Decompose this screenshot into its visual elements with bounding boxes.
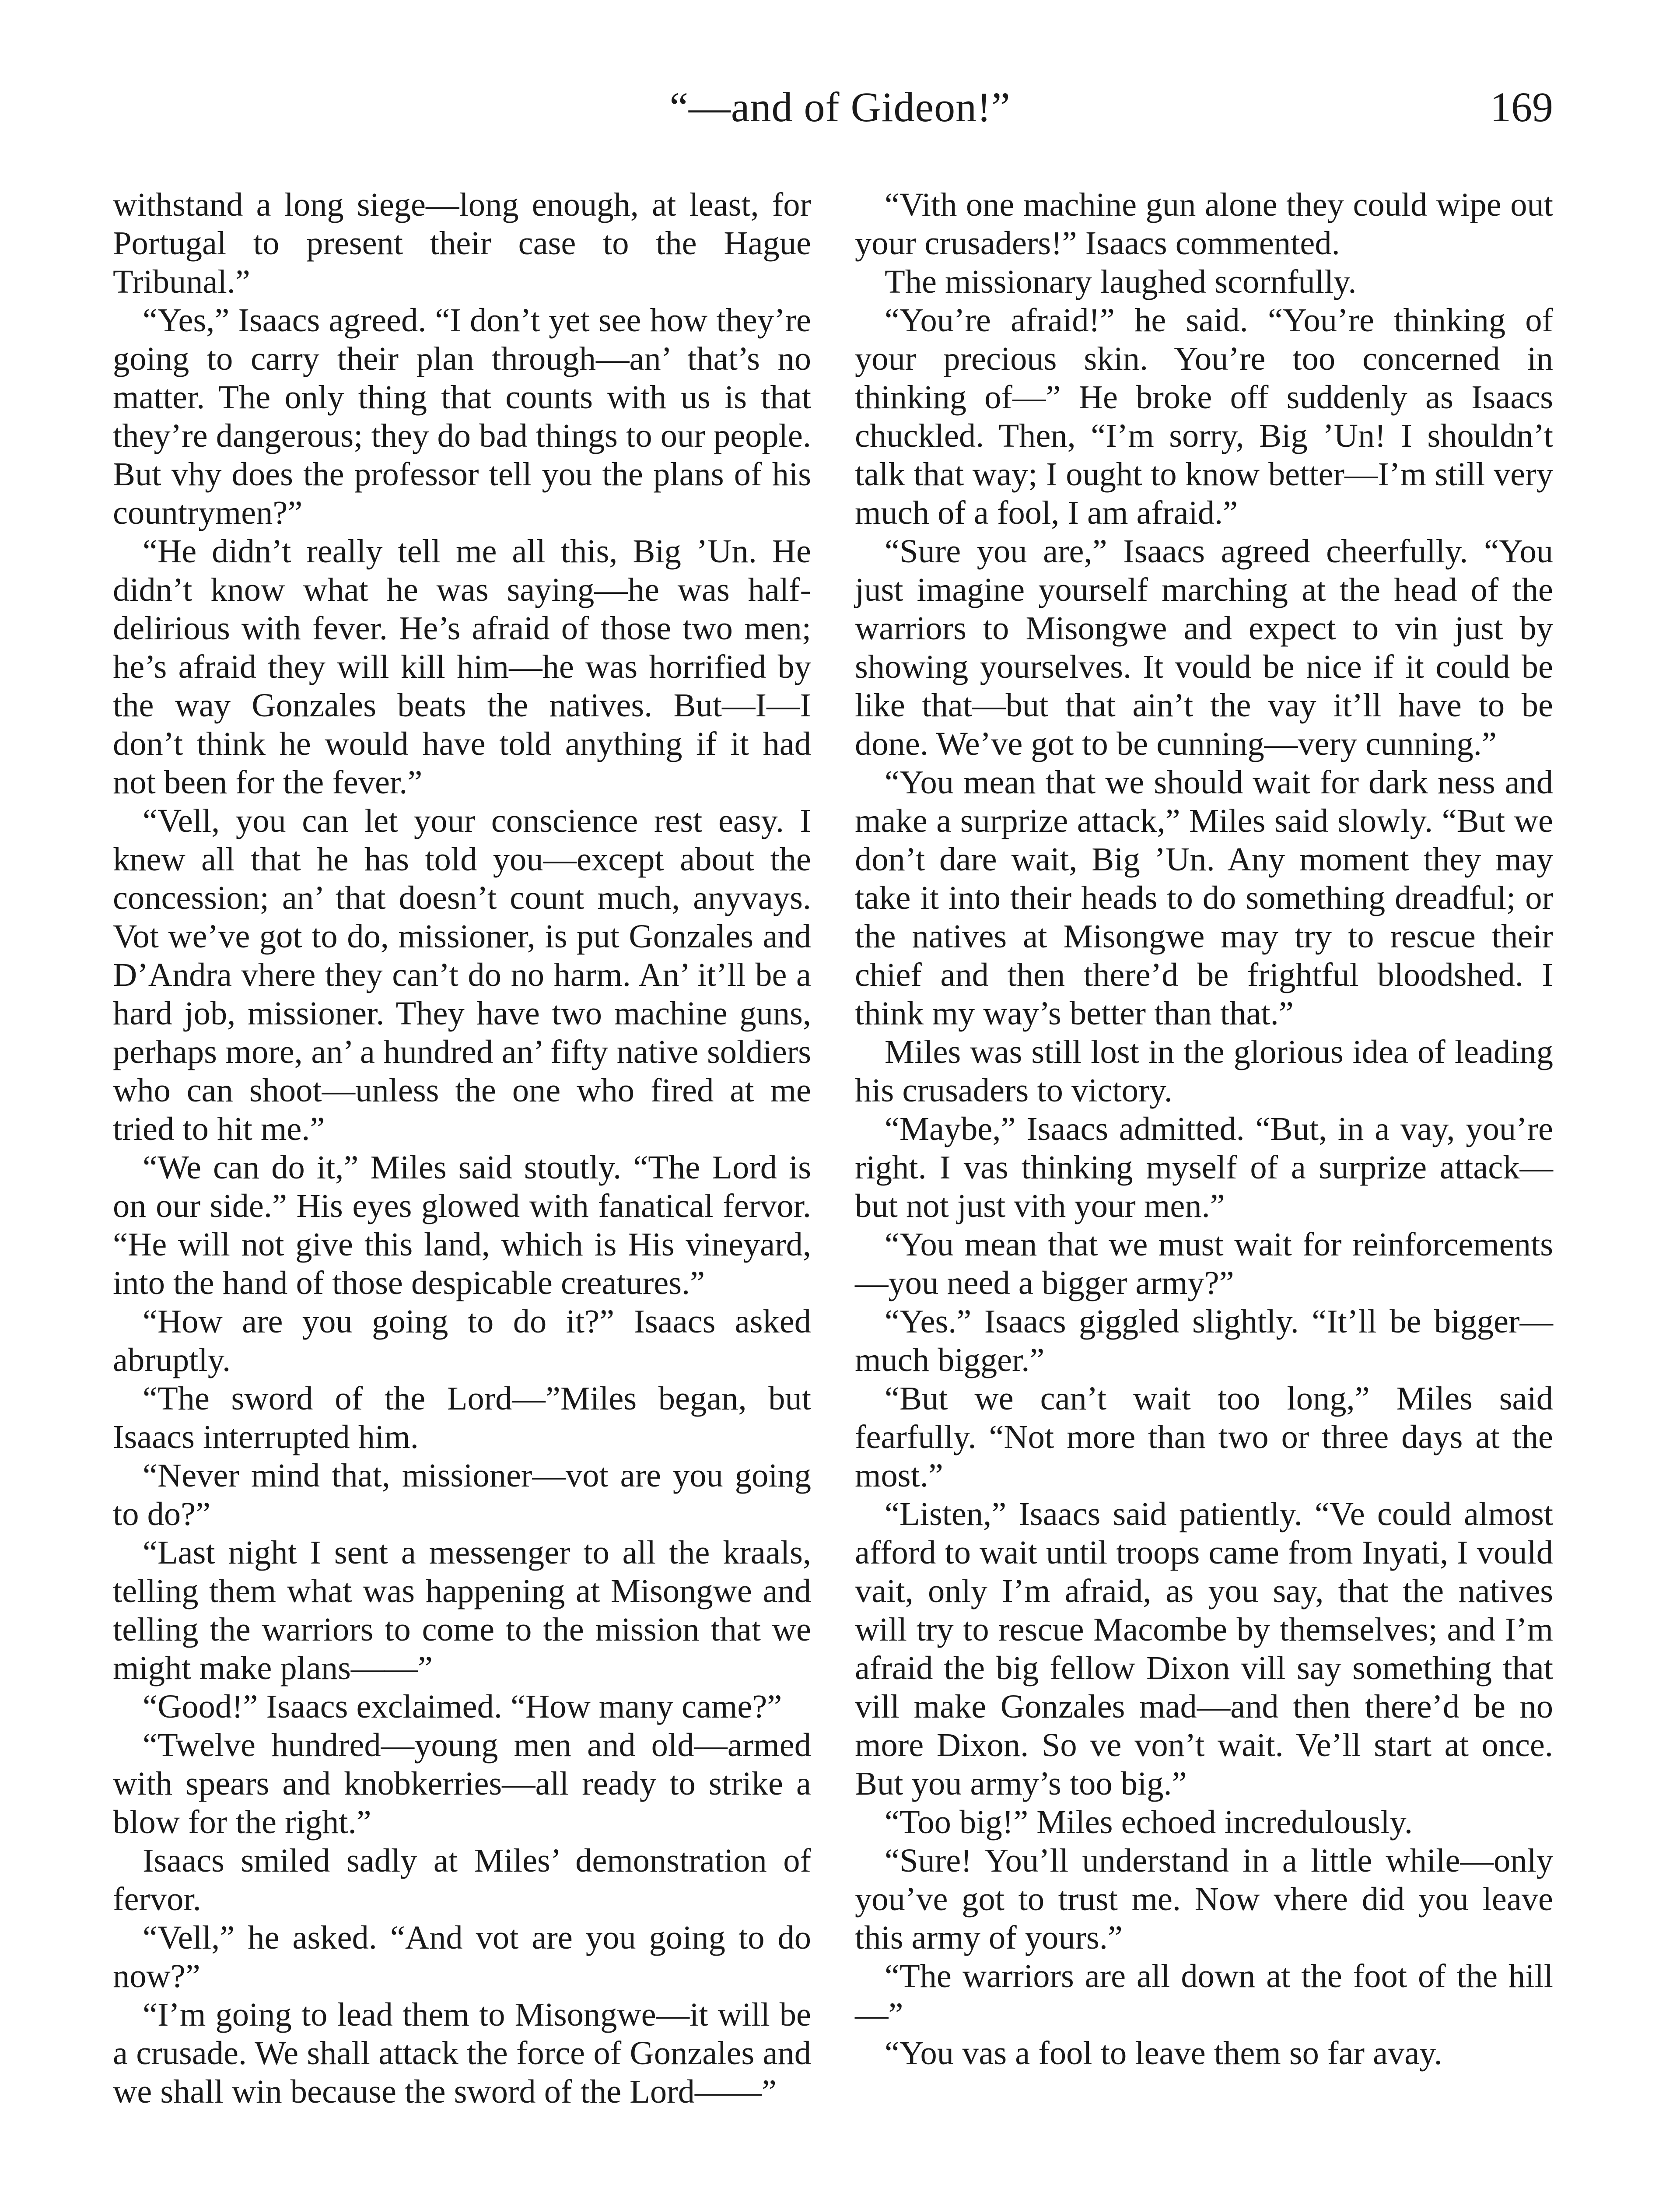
paragraph: “I’m going to lead them to Misongwe—it will be a crusade. We shall attack the force of Gonzales and we shall win because the sword of the Lord——” xyxy=(113,1996,811,2110)
paragraph: “You mean that we must wait for reinforcements—you need a bigger army?” xyxy=(855,1226,1553,1301)
paragraph: “Vell,” he asked. “And vot are you going to do now?” xyxy=(113,1919,811,1995)
paragraph: “The sword of the Lord—”Miles began, but Isaacs interrupted him. xyxy=(113,1380,811,1455)
paragraph: “Sure you are,” Isaacs agreed cheerfully. “You just imagine yourself marching at the head of the warriors to Misongwe and expect to vin just by showing yourselves. It vould be nice if it could be like that—but that ain’t the vay it’ll have to be done. We’ve got to be cunning—very cunning.” xyxy=(855,533,1553,762)
paragraph: “He didn’t really tell me all this, Big ’Un. He didn’t know what he was saying—he was half-delirious with fever. He’s afraid of those two men; he’s afraid they will kill him—he was horrified by the way Gonzales beats the natives. But—I—I don’t think he would have told anything if it had not been for the fever.” xyxy=(113,533,811,801)
paragraph: “Too big!” Miles echoed incredulously. xyxy=(885,1803,1413,1841)
paragraph: “Yes.” Isaacs giggled slightly. “It’ll be bigger—much bigger.” xyxy=(855,1303,1553,1378)
paragraph: “You vas a fool to leave them so far avay. xyxy=(885,2034,1442,2072)
paragraph: Miles was still lost in the glorious idea of leading his crusaders to victory. xyxy=(855,1033,1553,1109)
paragraph: “Sure! You’ll understand in a little while—only you’ve got to trust me. Now vhere did you leave this army of yours.” xyxy=(855,1842,1553,1956)
paragraph: “But we can’t wait too long,” Miles said fearfully. “Not more than two or three days at the most.” xyxy=(855,1380,1553,1494)
paragraph: “Never mind that, missioner—vot are you going to do?” xyxy=(113,1457,811,1532)
paragraph: “Maybe,” Isaacs admitted. “But, in a vay, you’re right. I vas thinking myself of a surprize attack—but not just vith your men.” xyxy=(855,1110,1553,1224)
paragraph: withstand a long siege—long enough, at least, for Portugal to present their case to the Hague Tribunal.” xyxy=(113,186,811,300)
paragraph: “Last night I sent a messenger to all the kraals, telling them what was happening at Misongwe and telling the warriors to come to the mission that we might make plans——” xyxy=(113,1534,811,1687)
paragraph: “Twelve hundred—young men and old—armed with spears and knobkerries—all ready to strike a blow for the right.” xyxy=(113,1726,811,1841)
paragraph: “Vell, you can let your conscience rest easy. I knew all that he has told you—except about the concession; an’ that doesn’t count much, anyvays. Vot we’ve got to do, missioner, is put Gonzales and D’Andra vhere they can’t do no harm. An’ it’ll be a hard job, missioner. They have two machine guns, perhaps more, an’ a hundred an’ fifty native soldiers who can shoot—unless the one who fired at me tried to hit me.” xyxy=(113,802,811,1147)
left-text-column xyxy=(113,186,811,2111)
paragraph: “How are you going to do it?” Isaacs asked abruptly. xyxy=(113,1303,811,1378)
page-number: 169 xyxy=(1490,84,1553,130)
paragraph: “Listen,” Isaacs said patiently. “Ve could almost afford to wait until troops came from Inyati, I vould vait, only I’m afraid, as you say, that the natives will try to rescue Macombe by themselves; and I’m afraid the big fellow Dixon vill say something that vill make Gonzales mad—and then there’d be no more Dixon. So ve von’t wait. Ve’ll start at once. But you army’s too big.” xyxy=(855,1495,1553,1802)
paragraph: “Good!” Isaacs exclaimed. “How many came?” xyxy=(143,1688,782,1725)
paragraph: “We can do it,” Miles said stoutly. “The Lord is on our side.” His eyes glowed with fanatical fervor. “He will not give this land, which is His vineyard, into the hand of those despicable creatures.” xyxy=(113,1149,811,1301)
right-text-column xyxy=(855,186,1553,2072)
paragraph: “You’re afraid!” he said. “You’re thinking of your precious skin. You’re too concerned in thinking of—” He broke off suddenly as Isaacs chuckled. Then, “I’m sorry, Big ’Un! I shouldn’t talk that way; I ought to know better—I’m still very much of a fool, I am afraid.” xyxy=(855,302,1553,531)
paragraph: Isaacs smiled sadly at Miles’ demonstration of fervor. xyxy=(113,1842,811,1918)
paragraph: “You mean that we should wait for dark ness and make a surprize attack,” Miles said slowly. “But we don’t dare wait, Big ’Un. Any moment they may take it into their heads to do something dreadful; or the natives at Misongwe may try to rescue their chief and then there’d be frightful bloodshed. I think my way’s better than that.” xyxy=(855,764,1553,1032)
paragraph: “Vith one machine gun alone they could wipe out your crusaders!” Isaacs commented. xyxy=(855,186,1553,262)
running-head-title: “—and of Gideon!” xyxy=(669,84,1011,130)
paragraph: “Yes,” Isaacs agreed. “I don’t yet see how they’re going to carry their plan through—an’ that’s no matter. The only thing that counts with us is that they’re dangerous; they do bad things to our people. But vhy does the professor tell you the plans of his countrymen?” xyxy=(113,302,811,531)
paragraph: “The warriors are all down at the foot of the hill—” xyxy=(855,1957,1553,2033)
paragraph: The missionary laughed scornfully. xyxy=(885,263,1357,300)
